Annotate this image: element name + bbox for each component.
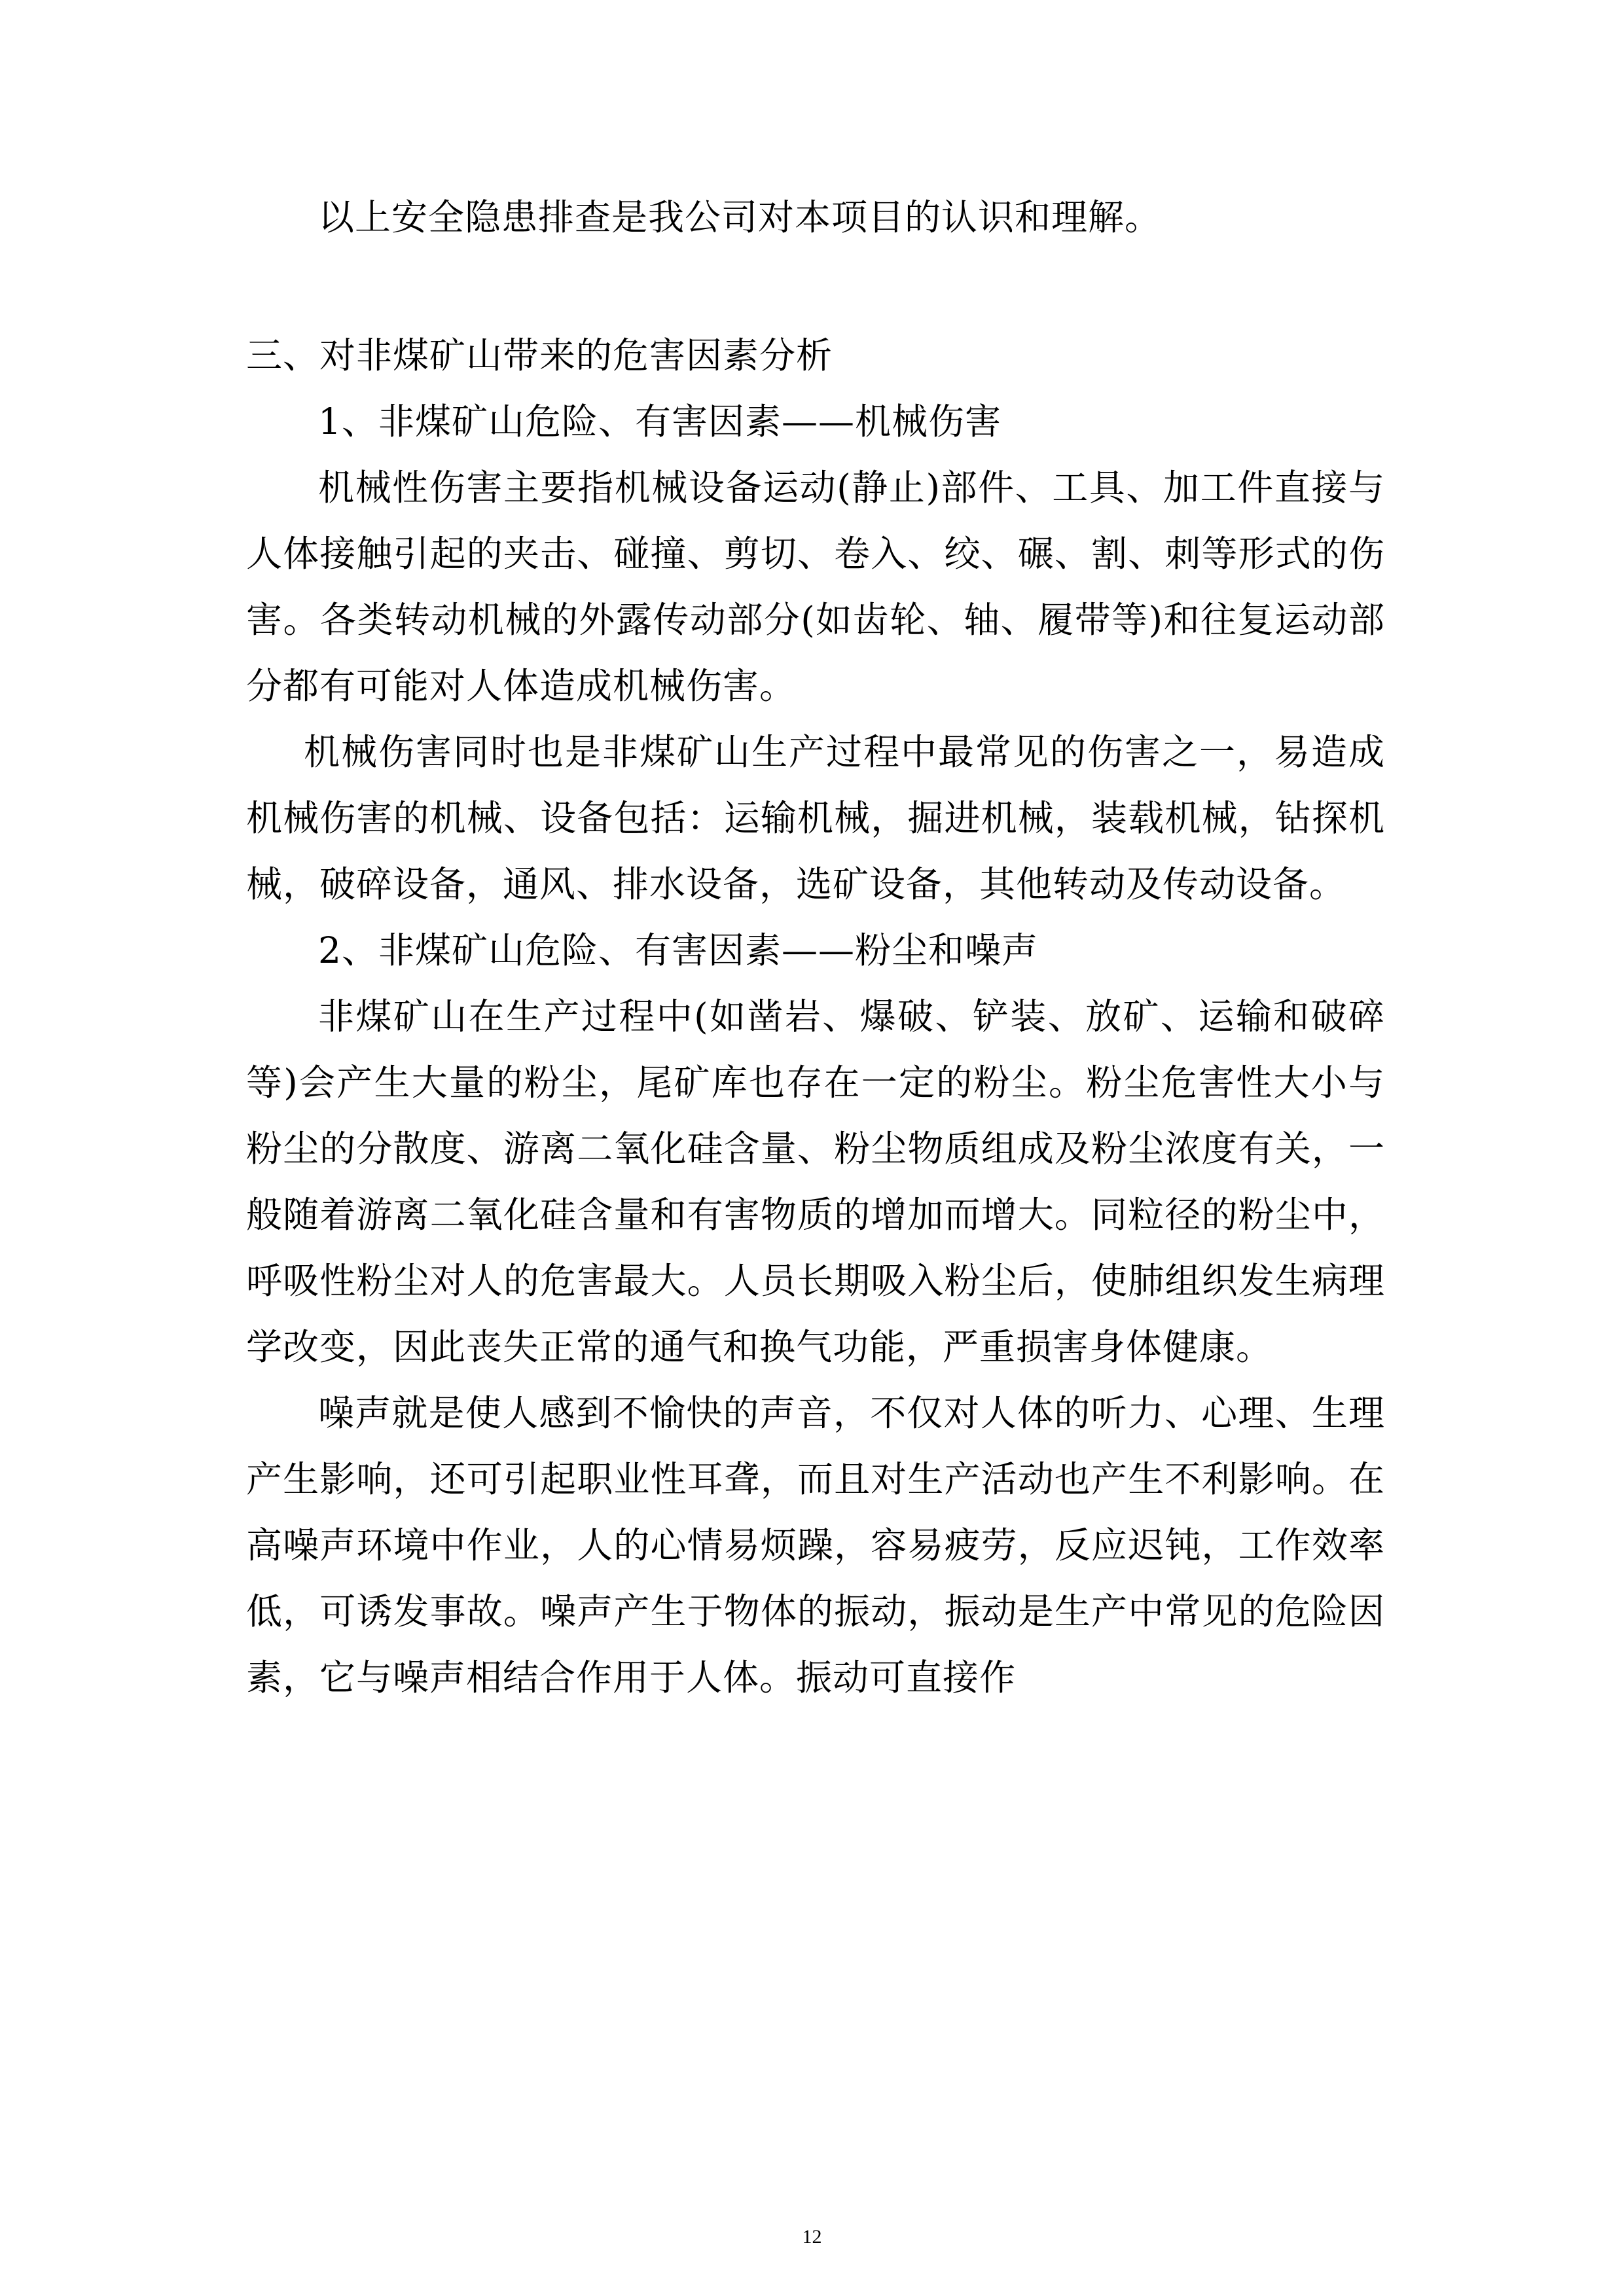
paragraph-noise-hazard: 噪声就是使人感到不愉快的声音，不仅对人体的听力、心理、生理产生影响，还可引起职业性耳聋，而且对生产活动也产生不利影响。在高噪声环境中作业，人的心情易烦躁，容易疲劳，反应迟钝，工作效率低，可诱发事故。噪声产生于物体的振动，振动是生产中常见的危险因素，它与噪声相结合作用于人体。振动可直接作 [246,1392,1385,1698]
subsection-title-dust-noise: 2、非煤矿山危险、有害因素——粉尘和噪声 [318,929,1038,971]
intro-paragraph: 以上安全隐患排查是我公司对本项目的认识和理解。 [318,196,1162,238]
paragraph-spacer [246,251,1385,323]
subsection-title-mechanical-injury: 1、非煤矿山危险、有害因素——机械伤害 [318,401,1001,442]
page-number: 12 [802,2226,822,2248]
paragraph-mechanical-injury-definition: 机械性伤害主要指机械设备运动(静止)部件、工具、加工件直接与人体接触引起的夹击、碰撞、剪切、卷入、绞、碾、割、刺等形式的伤害。各类转动机械的外露传动部分(如齿轮、轴、履带等)和往复运动部分都有可能对人体造成机械伤害。 [246,467,1385,707]
paragraph-dust-hazard: 非煤矿山在生产过程中(如凿岩、爆破、铲装、放矿、运输和破碎等)会产生大量的粉尘，尾矿库也存在一定的粉尘。粉尘危害性大小与粉尘的分散度、游离二氧化硅含量、粉尘物质组成及粉尘浓度有关，一般随着游离二氧化硅含量和有害物质的增加而增大。同粒径的粉尘中，呼吸性粉尘对人的危害最大。人员长期吸入粉尘后，使肺组织发生病理学改变，因此丧失正常的通气和换气功能，严重损害身体健康。 [246,996,1385,1368]
paragraph-mechanical-equipment: 机械伤害同时也是非煤矿山生产过程中最常见的伤害之一，易造成机械伤害的机械、设备包括：运输机械，掘进机械，装载机械，钻探机械，破碎设备，通风、排水设备，选矿设备，其他转动及传动设备。 [246,731,1385,905]
section-title: 三、对非煤矿山带来的危害因素分析 [246,334,833,376]
page-content [246,185,1385,1711]
